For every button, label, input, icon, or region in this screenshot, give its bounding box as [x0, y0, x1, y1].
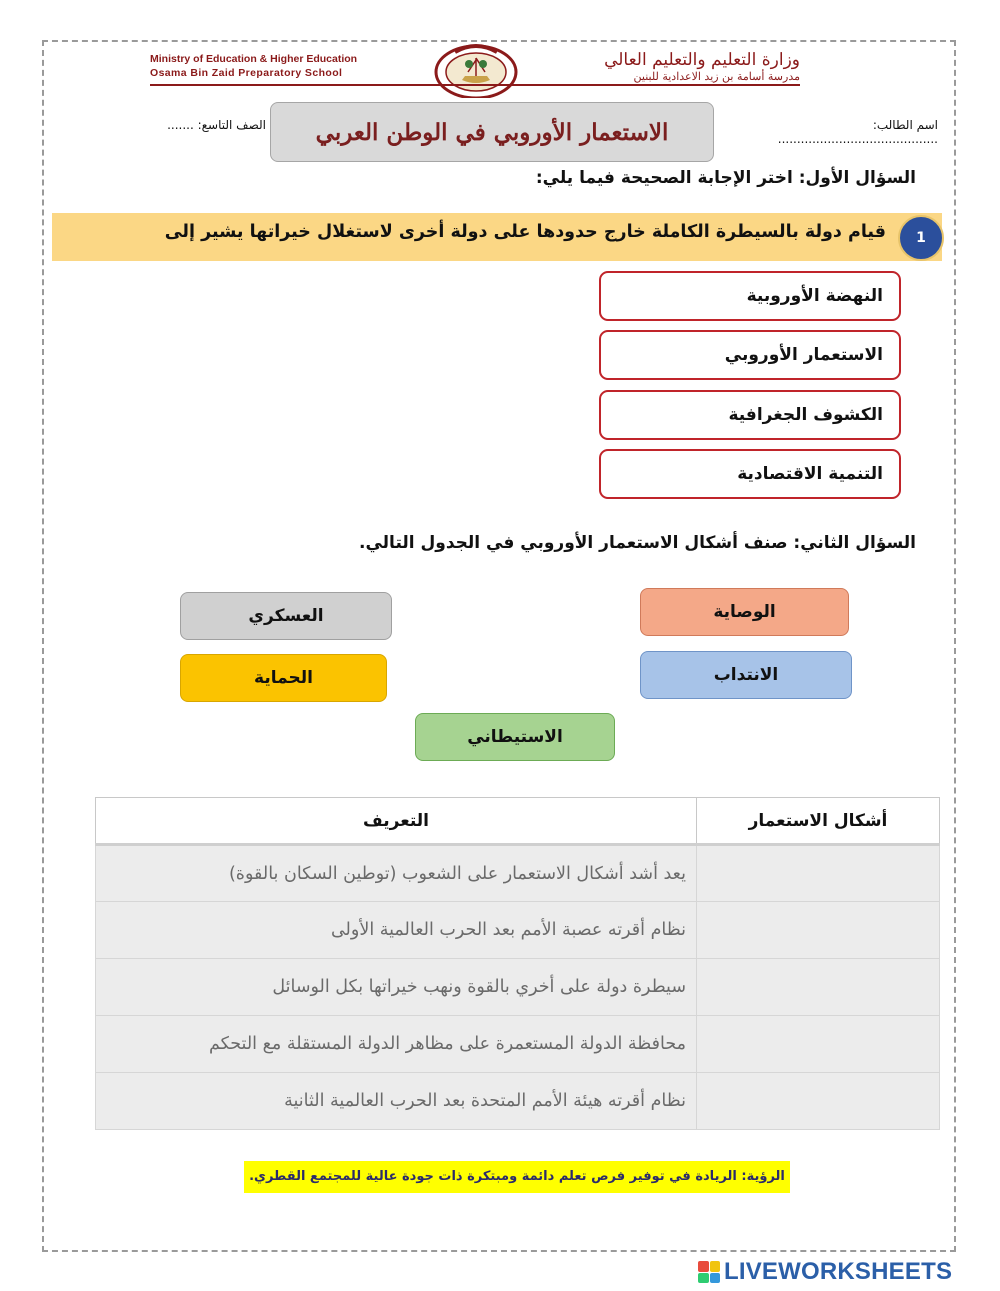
definition-cell: محافظة الدولة المستعمرة على مظاهر الدولة المستقلة مع التحكم: [96, 1016, 697, 1073]
classification-table: [95, 797, 940, 1130]
drop-cell[interactable]: [697, 1016, 940, 1073]
table-row: [96, 1073, 940, 1130]
header-definition: التعريف: [96, 798, 697, 845]
header-divider: [150, 84, 800, 86]
answer-option[interactable]: التنمية الاقتصادية: [599, 449, 901, 499]
student-name-field[interactable]: [718, 118, 938, 146]
school-name-ar: مدرسة أسامة بن زيد الاعدادية للبنين: [633, 70, 800, 83]
header-english: [150, 52, 357, 80]
icon-square-3: [698, 1273, 709, 1284]
student-name-label: اسم الطالب:: [872, 118, 938, 132]
question-number-badge: 1: [898, 215, 944, 261]
ministry-name-ar: وزارة التعليم والتعليم العالي: [604, 50, 800, 70]
header-form: أشكال الاستعمار: [697, 798, 940, 845]
vision-statement: الرؤية: الريادة في توفير فرص تعلم دائمة ومبتكرة ذات جودة عالية للمجتمع القطري.: [244, 1161, 790, 1193]
worksheet-title: الاستعمار الأوروبي في الوطن العربي: [315, 118, 669, 146]
answer-option[interactable]: الاستعمار الأوروبي: [599, 330, 901, 380]
definition-cell: نظام أقرته هيئة الأمم المتحدة بعد الحرب العالمية الثانية: [96, 1073, 697, 1130]
table-row: [96, 959, 940, 1016]
qatar-ministry-emblem-icon: [427, 42, 525, 98]
liveworksheets-logo[interactable]: [698, 1259, 998, 1285]
question1-label: السؤال الأول: اختر الإجابة الصحيحة فيما يلي:: [535, 168, 916, 188]
drop-cell[interactable]: [697, 1073, 940, 1130]
chip-settlement[interactable]: الاستيطاني: [415, 713, 615, 761]
table-row: [96, 1016, 940, 1073]
header-arabic: [590, 50, 800, 84]
table-row: [96, 845, 940, 902]
chip-wisaya[interactable]: الوصاية: [640, 588, 849, 636]
icon-square-2: [710, 1261, 721, 1272]
worksheet-title-box: [270, 102, 714, 162]
grade-placeholder: .......: [167, 118, 194, 132]
table-row: [96, 902, 940, 959]
icon-square-1: [698, 1261, 709, 1272]
definition-cell: سيطرة دولة على أخري بالقوة ونهب خيراتها بكل الوسائل: [96, 959, 697, 1016]
table-header-row: [96, 798, 940, 845]
liveworksheets-brand: LIVEWORKSHEETS: [724, 1258, 953, 1285]
liveworksheets-icon: [698, 1261, 720, 1283]
drop-cell[interactable]: [697, 902, 940, 959]
grade-field[interactable]: [136, 118, 266, 132]
question1-text: قيام دولة بالسيطرة الكاملة خارج حدودها على دولة أخرى لاستغلال خيراتها يشير إلى: [164, 222, 886, 242]
chip-mandate[interactable]: الانتداب: [640, 651, 852, 699]
answer-option[interactable]: النهضة الأوروبية: [599, 271, 901, 321]
school-name-en: Osama Bin Zaid Preparatory School: [150, 67, 343, 79]
definition-cell: نظام أقرته عصبة الأمم بعد الحرب العالمية الأولى: [96, 902, 697, 959]
icon-square-4: [710, 1273, 721, 1284]
question2-label: السؤال الثاني: صنف أشكال الاستعمار الأوروبي في الجدول التالي.: [359, 533, 916, 553]
ministry-name-en: Ministry of Education & Higher Education: [150, 53, 358, 65]
answer-option[interactable]: الكشوف الجغرافية: [599, 390, 901, 440]
student-name-placeholder: ..........................................: [777, 132, 938, 146]
chip-protection[interactable]: الحماية: [180, 654, 387, 702]
grade-label: الصف التاسع:: [197, 118, 266, 132]
drop-cell[interactable]: [697, 959, 940, 1016]
drop-cell[interactable]: [697, 845, 940, 902]
chip-military[interactable]: العسكري: [180, 592, 392, 640]
definition-cell: يعد أشد أشكال الاستعمار على الشعوب (توطين السكان بالقوة): [96, 845, 697, 902]
